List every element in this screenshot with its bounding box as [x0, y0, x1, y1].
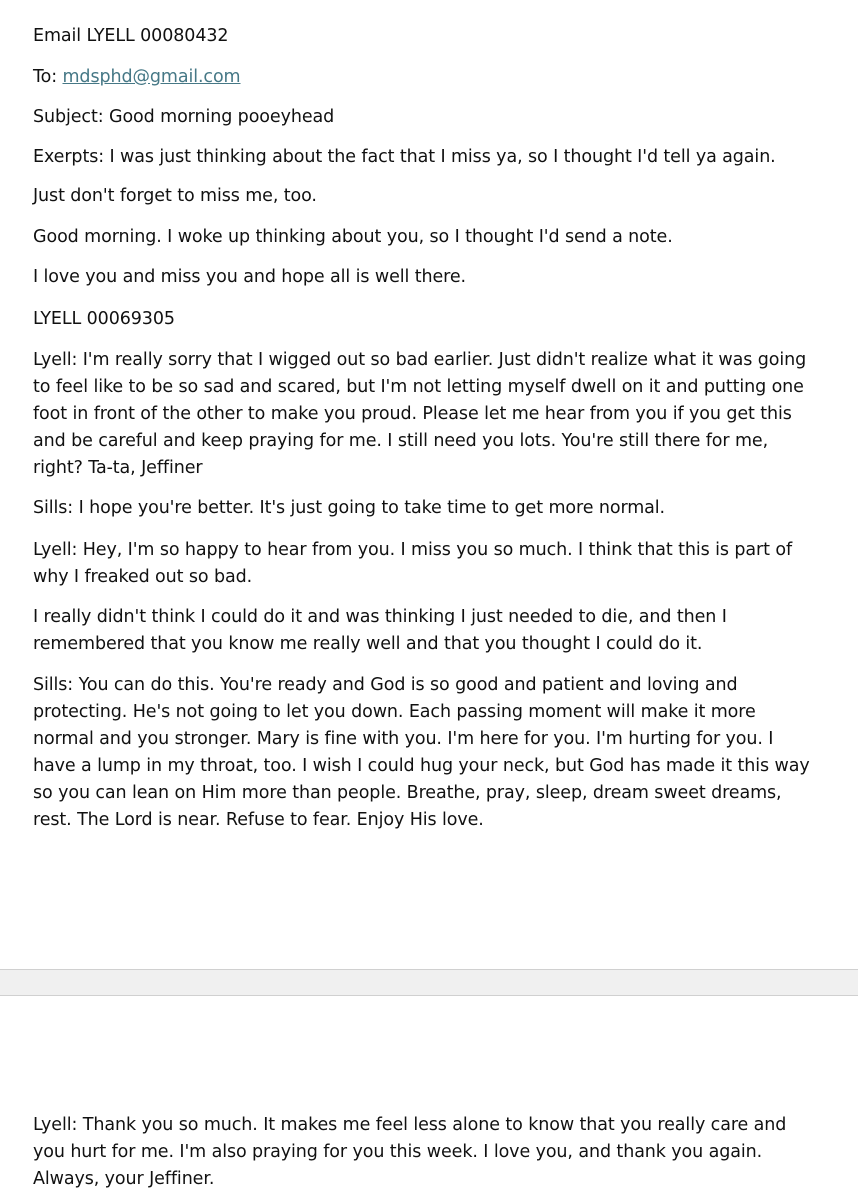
paragraph-miss: Just don't forget to miss me, too.	[33, 186, 317, 206]
subject-line: Subject: Good morning pooeyhead	[33, 107, 335, 127]
paragraph-sills-1: Sills: I hope you're better. It's just going to take time to get more normal.	[33, 498, 666, 518]
to-label: To:	[33, 67, 63, 87]
email-header-line: Email LYELL 00080432	[33, 26, 229, 46]
to-email-link[interactable]: mdsphd@gmail.com	[62, 67, 241, 87]
paragraph-lyell-2: Lyell: Hey, I'm so happy to hear from you. I miss you so much. I think that this is part of why I freaked out so bad.	[33, 540, 793, 587]
page-break	[0, 969, 858, 996]
paragraph-sills-2: Sills: You can do this. You're ready and God is so good and patient and loving and protecting. He's not going to let you down. Each passing moment will make it more normal and you stronger. Mary is fine with you. I'm here for you. I'm hurting for you. I have a lump in my throat, too. I wish I could hug your neck, but God has made it this way so you can lean on Him more than people. Breathe, pray, sleep, dream sweet dreams, rest. The Lord is near. Refuse to fear. Enjoy His love.	[33, 675, 810, 830]
excerpts-line: Exerpts: I was just thinking about the fact that I miss ya, so I thought I'd tell ya again.	[33, 147, 776, 167]
document-page-2	[0, 996, 858, 1199]
paragraph-lyell-4: Lyell: Thank you so much. It makes me feel less alone to know that you really care and you hurt for me. I'm also praying for you this week. I love you, and thank you again. Always, your Jeffiner.	[33, 1115, 787, 1189]
bates-number: LYELL 00069305	[33, 309, 175, 329]
paragraph-lyell-3: I really didn't think I could do it and was thinking I just needed to die, and then I remembered that you know me really well and that you thought I could do it.	[33, 607, 727, 654]
paragraph-lyell-1: Lyell: I'm really sorry that I wigged out so bad earlier. Just didn't realize what it was going to feel like to be so sad and scared, but I'm not letting myself dwell on it and putting one foot in front of the other to make you proud. Please let me hear from you if you get this and be careful and keep praying for me. I still need you lots. You're still there for me, right? Ta-ta, Jeffiner	[33, 350, 807, 478]
to-line	[33, 64, 813, 91]
paragraph-morning: Good morning. I woke up thinking about you, so I thought I'd send a note.	[33, 227, 673, 247]
paragraph-love: I love you and miss you and hope all is well there.	[33, 267, 467, 287]
